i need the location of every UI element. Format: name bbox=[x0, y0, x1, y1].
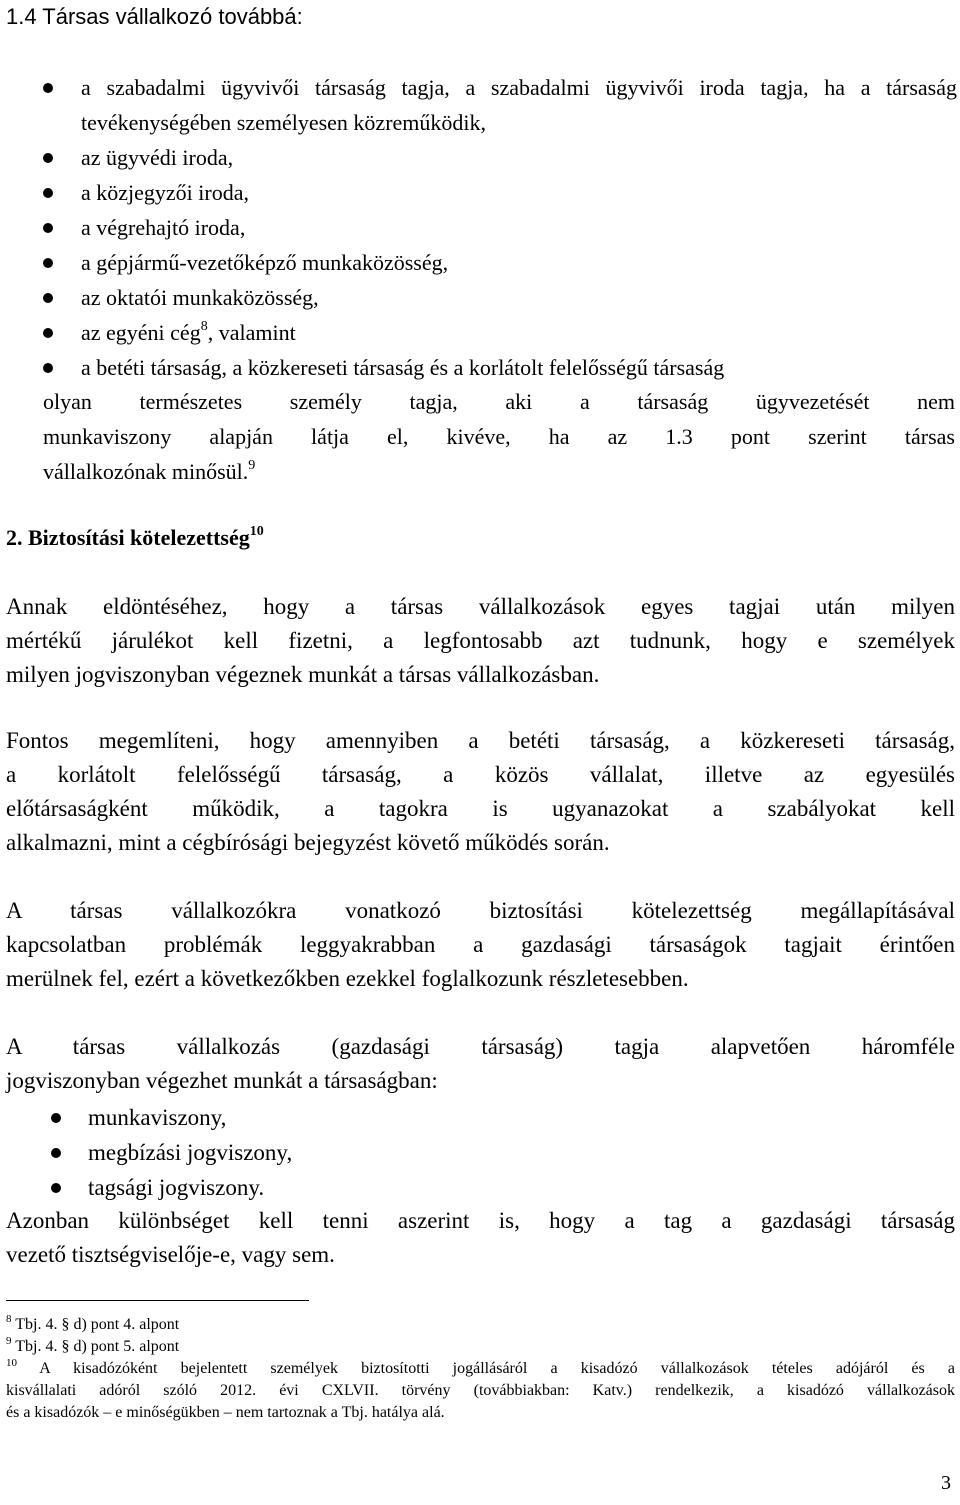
section-heading-2 bbox=[6, 520, 264, 555]
paragraph-line: milyen jogviszonyban végeznek munkát a társas vállalkozásban. bbox=[6, 662, 600, 687]
bullet-icon bbox=[51, 1183, 61, 1193]
paragraph-line: vezető tisztségviselője-e, vagy sem. bbox=[6, 1242, 335, 1267]
bullet-icon bbox=[43, 223, 53, 233]
paragraph-line: Fontos megemlíteni, hogy amennyiben a betéti társaság, a közkereseti társaság, bbox=[6, 728, 955, 753]
list-item-text: a betéti társaság, a közkereseti társaság és a korlátolt felelősségű társaság bbox=[81, 355, 725, 380]
list-item bbox=[0, 1135, 960, 1170]
footnote-text: A kisadózóként bejelentett személyek biztosítotti jogállásáról a kisadózó vállalkozások tételes adójáról és a bbox=[39, 1360, 955, 1377]
bullet-icon bbox=[43, 293, 53, 303]
paragraph bbox=[6, 894, 955, 996]
paragraph-line: jogviszonyban végezhet munkát a társaságban: bbox=[6, 1068, 438, 1093]
footnote-number: 9 bbox=[6, 1335, 12, 1347]
relationship-types-list bbox=[0, 1100, 960, 1205]
bullet-icon bbox=[51, 1148, 61, 1158]
list-item-text: az ügyvédi iroda, bbox=[81, 145, 234, 170]
paragraph-line: Annak eldöntéséhez, hogy a társas vállalkozások egyes tagjai után milyen bbox=[6, 594, 955, 619]
page-number: 3 bbox=[941, 1472, 951, 1494]
footnote-number: 10 bbox=[6, 1357, 17, 1369]
list-item-text: megbízási jogviszony, bbox=[88, 1140, 293, 1165]
paragraph-line: mértékű járulékot kell fizetni, a legfontosabb azt tudnunk, hogy e személyek bbox=[6, 628, 955, 653]
continuation-line: munkaviszony alapján látja el, kivéve, ha az 1.3 pont szerint társas bbox=[43, 424, 955, 449]
list-item bbox=[0, 140, 960, 175]
bullet-continuation bbox=[43, 384, 955, 489]
list-item-text: a végrehajtó iroda, bbox=[81, 215, 246, 240]
paragraph bbox=[6, 1030, 955, 1098]
continuation-line-text: vállalkozónak minősül. bbox=[43, 459, 249, 484]
section-heading: 1.4 Társas vállalkozó továbbá: bbox=[6, 4, 303, 29]
footnote-number: 8 bbox=[6, 1313, 12, 1325]
list-item bbox=[0, 245, 960, 280]
footnote-line: és a kisadózók – e minőségükben – nem tartoznak a Tbj. hatálya alá. bbox=[6, 1404, 445, 1421]
footnote bbox=[6, 1314, 955, 1336]
footnote bbox=[6, 1336, 955, 1358]
paragraph bbox=[6, 724, 955, 860]
list-item-text: a közjegyzői iroda, bbox=[81, 180, 249, 205]
paragraph-line: merülnek fel, ezért a következőkben ezekkel foglalkozunk részletesebben. bbox=[6, 966, 689, 991]
paragraph bbox=[6, 590, 955, 692]
paragraph-line: A társas vállalkozás (gazdasági társaság) tagja alapvetően háromféle bbox=[6, 1034, 955, 1059]
list-item bbox=[0, 280, 960, 315]
paragraph-line: A társas vállalkozókra vonatkozó biztosítási kötelezettség megállapításával bbox=[6, 898, 955, 923]
list-item-text-after: , valamint bbox=[207, 320, 296, 345]
paragraph bbox=[6, 1204, 955, 1272]
footnote-ref-10[interactable]: 10 bbox=[249, 524, 264, 539]
paragraph-line: kapcsolatban problémák leggyakrabban a gazdasági társaságok tagjait érintően bbox=[6, 932, 955, 957]
paragraph-line: előtársaságként működik, a tagokra is ugyanazokat a szabályokat kell bbox=[6, 796, 955, 821]
list-item bbox=[0, 350, 960, 385]
paragraph-line: Azonban különbséget kell tenni aszerint is, hogy a tag a gazdasági társaság bbox=[6, 1208, 955, 1233]
footnotes bbox=[6, 1314, 955, 1424]
section-heading-2-text: 2. Biztosítási kötelezettség bbox=[6, 525, 250, 550]
list-item bbox=[0, 1170, 960, 1205]
list-item bbox=[0, 210, 960, 245]
footnote-ref-8[interactable]: 8 bbox=[200, 319, 208, 334]
list-item-text: a szabadalmi ügyvivői társaság tagja, a szabadalmi ügyvivői iroda tagja, ha a társaság tevékenységében személyesen közreműködik, bbox=[81, 75, 957, 135]
bullet-icon bbox=[51, 1113, 61, 1123]
list-item-text: tagsági jogviszony. bbox=[88, 1175, 265, 1200]
bullet-icon bbox=[43, 188, 53, 198]
list-item-text: a gépjármű-vezetőképző munkaközösség, bbox=[81, 250, 449, 275]
bullet-icon bbox=[43, 153, 53, 163]
bullet-icon bbox=[43, 328, 53, 338]
footnote bbox=[6, 1358, 955, 1380]
paragraph-line: alkalmazni, mint a cégbírósági bejegyzést követő működés során. bbox=[6, 830, 610, 855]
footnote-text: Tbj. 4. § d) pont 4. alpont bbox=[15, 1316, 180, 1333]
bullet-icon bbox=[43, 83, 53, 93]
footnote-ref-9[interactable]: 9 bbox=[248, 458, 256, 473]
list-item-text bbox=[81, 315, 957, 350]
list-item bbox=[0, 1100, 960, 1135]
footnote-separator bbox=[6, 1300, 309, 1301]
footnote-line: kisvállalati adóról szóló 2012. évi CXLVII. törvény (továbbiakban: Katv.) rendelkezik, a kisadózó vállalkozások bbox=[6, 1382, 955, 1399]
footnote-text: Tbj. 4. § d) pont 5. alpont bbox=[15, 1338, 180, 1355]
bullet-icon bbox=[43, 258, 53, 268]
bullet-icon bbox=[43, 363, 53, 373]
list-item-text: az oktatói munkaközösség, bbox=[81, 285, 319, 310]
paragraph-line: a korlátolt felelősségű társaság, a közös vállalat, illetve az egyesülés bbox=[6, 762, 955, 787]
continuation-line bbox=[43, 454, 955, 489]
list-item bbox=[0, 315, 960, 350]
covered-entities-list bbox=[0, 70, 960, 385]
list-item bbox=[0, 70, 960, 140]
list-item-text: munkaviszony, bbox=[88, 1105, 227, 1130]
continuation-line: olyan természetes személy tagja, aki a társaság ügyvezetését nem bbox=[43, 389, 955, 414]
list-item-text-before: az egyéni cég bbox=[81, 320, 201, 345]
list-item bbox=[0, 175, 960, 210]
